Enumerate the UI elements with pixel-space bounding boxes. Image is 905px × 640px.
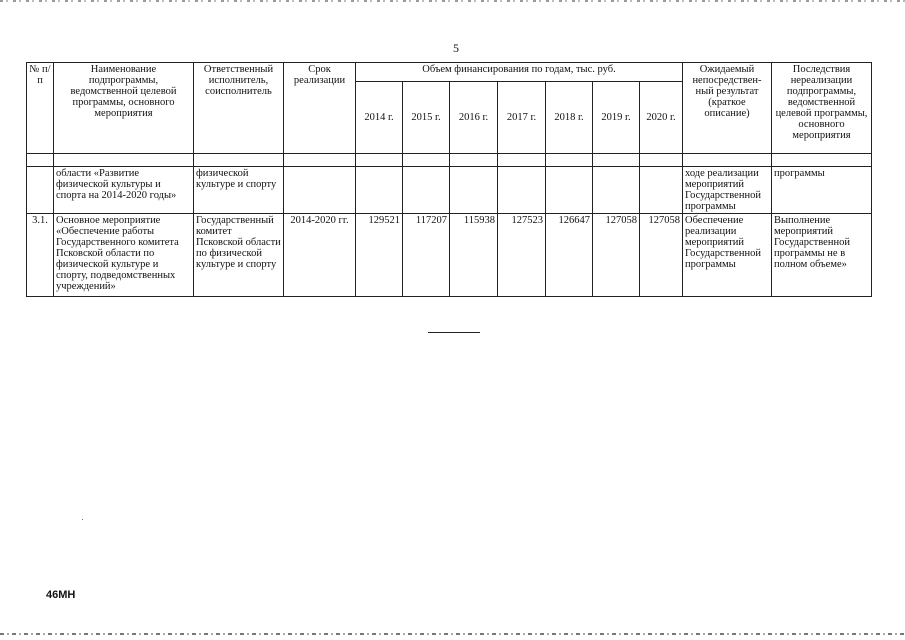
row-result: Обеспечение реализации мероприятий Государственной программы <box>683 214 772 297</box>
header-year: 2019 г. <box>593 82 640 154</box>
row-num <box>27 167 54 214</box>
row-value <box>498 167 546 214</box>
row-value <box>450 167 498 214</box>
row-value: 129521 <box>356 214 403 297</box>
header-year: 2018 г. <box>546 82 593 154</box>
row-term <box>284 167 356 214</box>
table-row <box>27 167 872 214</box>
header-year: 2015 г. <box>403 82 450 154</box>
row-value <box>640 167 683 214</box>
header-year: 2014 г. <box>356 82 403 154</box>
row-value: 126647 <box>546 214 593 297</box>
scan-edge-top <box>0 0 905 2</box>
header-num: № п/п <box>27 63 54 154</box>
scan-speck <box>82 519 83 520</box>
table-row <box>27 214 872 297</box>
row-num: 3.1. <box>27 214 54 297</box>
row-value: 127058 <box>593 214 640 297</box>
row-value: 127523 <box>498 214 546 297</box>
row-consequence: Выполнение мероприятий Государственной программы не в полном объеме» <box>772 214 872 297</box>
header-row-1 <box>27 63 872 82</box>
row-name: Основное мероприятие «Обеспечение работы Государственного комитета Псковской области по физической культуре и спорту, подведомственных учреждений» <box>54 214 194 297</box>
row-value <box>356 167 403 214</box>
financing-table <box>26 62 872 297</box>
row-consequence: программы <box>772 167 872 214</box>
row-result: ходе реализации мероприятий Государственной программы <box>683 167 772 214</box>
spacer-row <box>27 154 872 167</box>
row-name: области «Развитие физической культуры и спорта на 2014-2020 годы» <box>54 167 194 214</box>
row-value <box>546 167 593 214</box>
header-consequence: Последствия нереализации подпрограммы, ведомственной целевой программы, основного мероприятия <box>772 63 872 154</box>
header-year: 2020 г. <box>640 82 683 154</box>
scan-edge-bottom <box>0 633 905 635</box>
row-term: 2014-2020 гг. <box>284 214 356 297</box>
end-separator-line <box>428 332 480 333</box>
header-result: Ожидаемый непосредствен-ный результат (краткое описание) <box>683 63 772 154</box>
row-responsible: физической культуре и спорту <box>194 167 284 214</box>
header-term: Срок реализации <box>284 63 356 154</box>
row-value <box>593 167 640 214</box>
row-value: 127058 <box>640 214 683 297</box>
row-value: 117207 <box>403 214 450 297</box>
header-responsible: Ответственный исполнитель, соисполнитель <box>194 63 284 154</box>
header-funding: Объем финансирования по годам, тыс. руб. <box>356 63 683 82</box>
page-number: 5 <box>453 41 459 55</box>
header-year: 2017 г. <box>498 82 546 154</box>
row-value: 115938 <box>450 214 498 297</box>
header-year: 2016 г. <box>450 82 498 154</box>
row-responsible: Государственный комитет Псковской области по физической культуре и спорту <box>194 214 284 297</box>
row-value <box>403 167 450 214</box>
header-name: Наименование подпрограммы, ведомственной целевой программы, основного мероприятия <box>54 63 194 154</box>
footer-code: 46МН <box>46 589 76 601</box>
